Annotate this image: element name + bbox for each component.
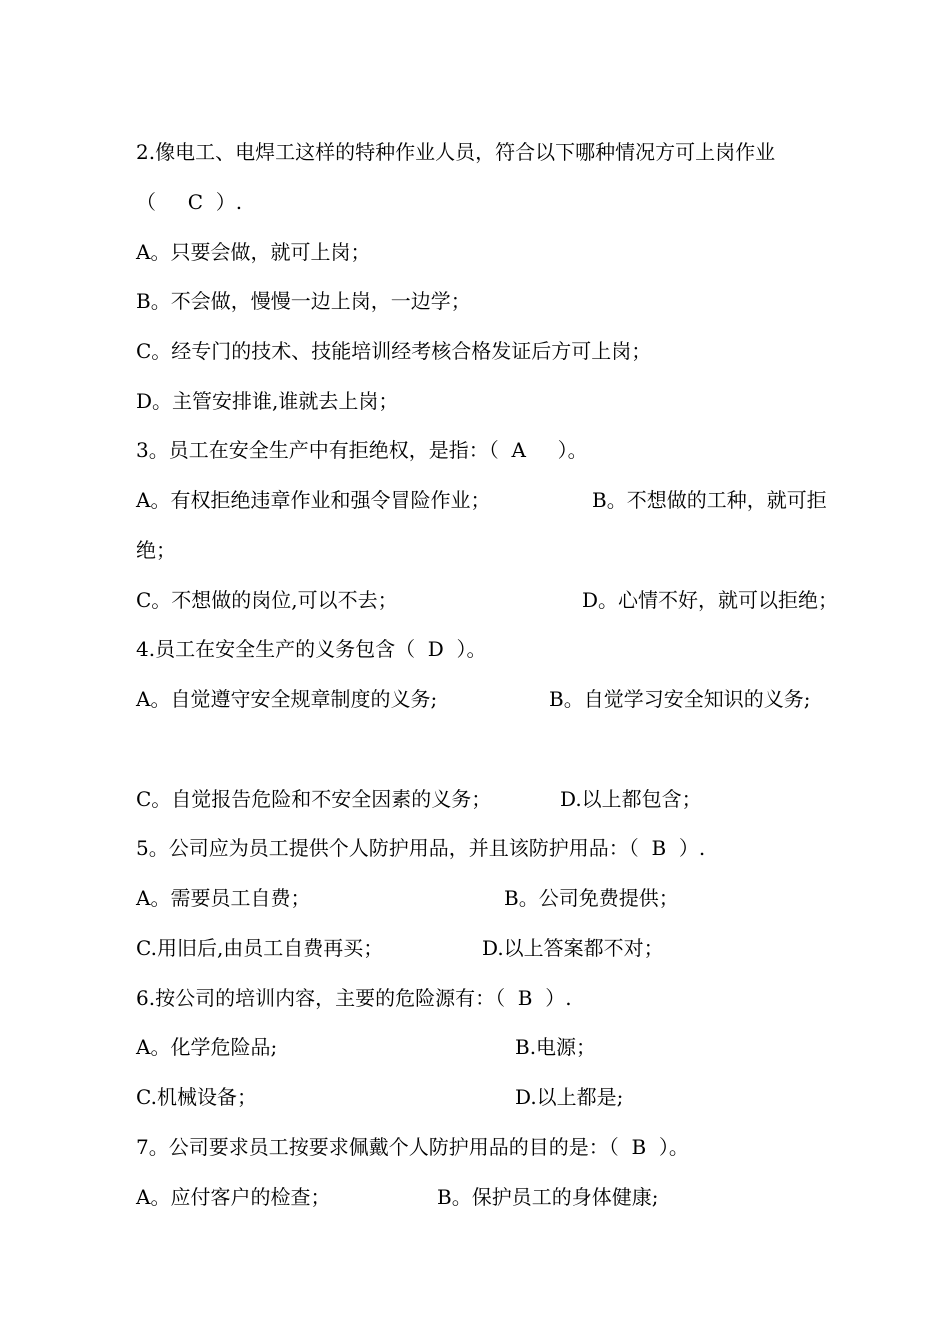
question-3-option-a: A。有权拒绝违章作业和强令冒险作业； — [136, 488, 491, 512]
question-4-option-b: B。自觉学习安全知识的义务; — [549, 687, 811, 711]
question-3-option-b: B。不想做的工种，就可拒 — [592, 488, 827, 512]
question-6-option-a: A。化学危险品; — [136, 1035, 278, 1059]
question-2-answer: （ C ）. — [136, 190, 243, 214]
question-2-option-d: D。主管安排谁,谁就去上岗； — [136, 389, 399, 413]
question-7-option-b: B。保护员工的身体健康; — [437, 1185, 659, 1209]
question-3-stem: 3。员工在安全生产中有拒绝权，是指：（ A ）。 — [136, 438, 588, 462]
question-5-option-d: D.以上答案都不对； — [482, 936, 664, 960]
question-2-option-b: B。不会做，慢慢一边上岗，一边学； — [136, 289, 471, 313]
question-3-option-c: C。不想做的岗位,可以不去； — [136, 588, 398, 612]
question-3-option-b-continued: 绝； — [136, 538, 176, 562]
question-6-option-d: D.以上都是; — [515, 1085, 624, 1109]
question-7-stem: 7。公司要求员工按要求佩戴个人防护用品的目的是：（ B ）。 — [136, 1135, 689, 1159]
question-5-option-a: A。需要员工自费； — [136, 886, 311, 910]
question-6-option-b: B.电源； — [515, 1035, 597, 1059]
question-2-option-c: C。经专门的技术、技能培训经考核合格发证后方可上岗； — [136, 339, 652, 363]
question-7-option-a: A。应付客户的检查； — [136, 1185, 331, 1209]
question-5-stem: 5。公司应为员工提供个人防护用品，并且该防护用品：（ B ）. — [136, 836, 706, 860]
question-4-option-a: A。自觉遵守安全规章制度的义务; — [136, 687, 438, 711]
question-4-option-c: C。自觉报告危险和不安全因素的义务； — [136, 787, 492, 811]
question-2-option-a: A。只要会做，就可上岗； — [136, 240, 371, 264]
question-6-stem: 6.按公司的培训内容，主要的危险源有：（ B ）. — [136, 986, 572, 1010]
question-4-option-d: D.以上都包含； — [560, 787, 702, 811]
question-6-option-c: C.机械设备； — [136, 1085, 257, 1109]
question-4-stem: 4.员工在安全生产的义务包含（ D ）。 — [136, 637, 487, 661]
question-5-option-c: C.用旧后,由员工自费再买； — [136, 936, 384, 960]
question-2-stem: 2.像电工、电焊工这样的特种作业人员，符合以下哪种情况方可上岗作业 — [136, 140, 776, 164]
question-3-option-d: D。心情不好，就可以拒绝； — [582, 588, 839, 612]
question-5-option-b: B。公司免费提供； — [504, 886, 679, 910]
